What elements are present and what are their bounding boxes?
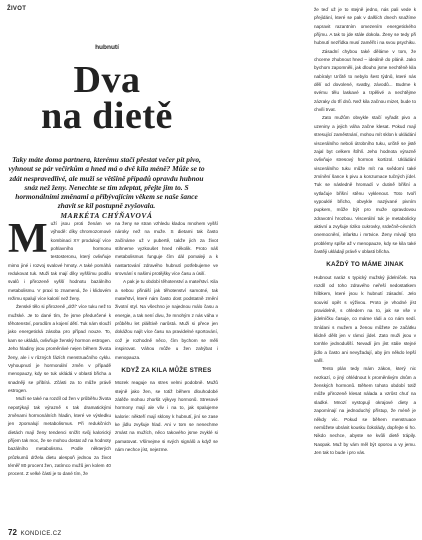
paragraph: na ženy se stran vzhledu kladou mnohem vyšší nároky než na muže. S dietami tak často začínáme už v pubertě, takže jich za život stihneme vyzkoušet hned několik. Proto náš metabolismus funguje čím dál pomaleji a k nastartování zdravého hubnutí potřebujeme ve srovnání s našimi protějšky více času a úsilí.: [115, 221, 218, 277]
article-column-2: [115, 220, 218, 454]
paragraph: Muži se také na rozdíl od žen v průběhu života nepotýkají tak výrazně s tak dramatickými změnami hormonálních hladin, které ve výsledku jen zpomalují metabolismus. Při redukčních dietách mají ženy tendenci snížit svůj kalorický příjem tak moc, že se mohou dostat až na hodnoty bazálního metabolismu. Podle některých průzkumů držela dietu alespoň jednou za život téměř 80 procent žen, zatímco mužů jen kolem 40 procent. Z velké části je to dané tím, že: [8, 396, 111, 477]
paragraph: že teď už je to stejně jedno, nás pali vede k přejídání, které se pak v dalších dnech snažíme napravit razantním omezením energetického příjmu. A tak to jde stále dokola. Ženy se tedy při hubnutí nezřídka musí zaměřit i na svou psychiku.: [314, 7, 416, 46]
paragraph: Mozek reaguje na stres velmi podobně. Mužů stejně jako žen, se totiž během dlouhodobé zátěže mohou zhoršit výkyvy hormonů. Stresové hormony mají ale vliv i na to, jak spalujeme kalorie: někteří mají sklony k hubnutí, jiní se zase ke jídlu zvyšuje hlad. Ani v tom se nenechme zmást na mužích, něco takového jsme zvyklé si pamatovat. Všímejme si svých signálů a když se nám nechce jíst, nejezme.: [115, 380, 218, 452]
headline: [8, 59, 206, 137]
section-label: ŽIVOT: [7, 6, 27, 12]
page-number: 72: [8, 528, 17, 537]
article-column-3: [314, 6, 416, 457]
paragraph: Hubnout naráz s typický mužský jídelníček. Na rozdíl od toho zdravého neřeší nedostatkem hlíbkem, které jsou k hubnutí zásadní. Jelo souvisí opět s výživou. Proto je vhodné jíst pravidelně, s ohledem na to, jak se vše v jídelníčku časuje, co máme rádi a co nám sedí. Snídani s mužem a ženou můžete ze začátku klidně dělit jen v rámci jídel. Zato muži jsou v tomhle jednodušší. Nevadí jim jíst stále stejné jídlo a často ani nevyžadují, aby jim někdo lepší vařil.: [314, 274, 416, 364]
subheading: KAŽDÝ TO MÁME JINAK: [326, 261, 404, 269]
paragraph: A pak je tu období těhotenství a mateřství. Kila a sebou přináší jak těhotenství samotné, tak mateřství, které nám často dost podstatně změní životní styl. Na všechno je najednou málo času a energie, a tak není divu, že mnohým z nás váha v průběhu let pláštivě narůstá. Muži si přece jen dokážou najít více času na pravidelné sportování, což je rozhodně něco, čím bychom se měli inspirovat. Váhou může u žen zahýbat i menopauza.: [115, 279, 218, 360]
subheading: KDYŽ ZA KILA MŮŽE STRES: [121, 366, 212, 374]
article-column-1: [8, 216, 111, 479]
headline-line-1: Dva: [73, 59, 141, 101]
paragraph: Ženské tělo si přirozeně „drží“ více tuku než to mužské. Je to dané tím, že jsme předurčené k těhotenství, porodům a kojení dětí. Tuk nám slouží jako energetická zásoba pro případ nouze. To, kam se ukládá, ovlivňuje ženský hormon estrogen. Jeho hladiny jsou proměnlivé nejen během života ženy, ale i v různých fázích menstruačního cyklu. Vyhoupnutí je hormonální změn v případě menopauzy, kdy se tuk ukládá v oblasti břicha a snadněji se přibírá. Zčásti za to může právě estrogen.: [8, 304, 111, 393]
lead-text: Taky máte doma partnera, kterému stačí přestat večer pít pivo, vyhnout se pár večírkům a hned má o dvě kila méně? Může se to zdát nespravedlivé, ale muži se většině případů opravdu hubnou snáz než ženy. Nenechte se tím zdeptat, přejte jim to. S hormonálními změnami a přibývajícím věkem se naše šance zhavit se kil postupně zvyšovala.: [8, 155, 205, 211]
paragraph: Zato mužům obvykle stačí vyřadit pivo a uzeniny a jejich váha začne klesat. Pokud mají stresující zaměstnání, mohou mít sklon k ukládání viscerálního neboli útrobního tuku, určitě se jistě zajal byt celkem štíhlí. Jeho hodnota výrazně ovlivňuje stresový hormon kortizol. Ukládání viscerálního tuku může mít na svědomí také zmínění šance k pivu a konzumace tučných jídel. Tuk se následně hromadí v dutině břišní a vytlačuje břišní stěnu vyklenout. Toto tvoří vypouklé břicho, obvykle nazývané pivním pupkem, může být pro muže opravdovou zdravotní hrozbou. Viscerální tuk je metabolicky aktivní a zvyšuje riziko cukrovky, srdečně-cévních onemocnění, infarktu i mrtvice. Ženy mívají tyto problémy spíše až v menopauze, kdy se kila také častěji ukládají právě v oblasti břicha.: [314, 115, 416, 254]
page-footer: [8, 528, 62, 537]
paragraph: Zásadní chybou také děláme v tom, že chceme zhubnout hned – ideálně do pláně. Jako bychom zapomněli, jak dlouho jsme nechtěně kila nabíraly! Určitě to nebylo šest týdnů, které nás dělí od dovolené, svatby, závodů... Budme k svému tělu laskavé a trpělivé a nechtějme zázraky do tří dnů. Než kila začnou mizet, bude to chvíli trvat.: [314, 48, 416, 113]
paragraph: Muží jsou proti ženám ve výhodě: díky chromozomové kombinaci XY produkují více pohlavního hormonu testosteronu, který ovlivňuje mimo jiné i rozvoj svalové hmoty. A také pomáhá redukovat tuk. Muži tak mají díky vyššímu podílu svalů i přirozeně vyšší hodnotu bazálního metabolismu. V praxi to znamená, že i klidovém režimu spalují více kalorií než ženy.: [8, 216, 111, 302]
headline-line-2: na dietě: [41, 95, 173, 137]
kicker: hubnutí: [95, 44, 119, 51]
drop-cap: M: [8, 216, 48, 262]
magazine-name: KONDICE.CZ: [20, 531, 62, 537]
byline: MARKÉTA CHÝŇAVOVÁ: [60, 210, 153, 220]
lead-paragraph: [8, 155, 205, 220]
paragraph: Tento plán tedy mám zákon, který nic nezkazí, o jiný ohlédnout k proměnlivým dnům a ženských hormonů. Během tohoto období totiž může přirozeně klesat nálada a vzrůst chuť na sladké. Mnozí vystopují okrajové diety a zapomínají na jednoduchý přístup, že méně je někdy víc. Pokud se během menstruace nemůžete ubránit kousku čokolády, dopřejte si ho. Nikdo nechce, abyste se kvůli dietě trápily. Naopak. Muž by vám měl být oporou a vy jemu. Jen tak to bude i pro vás.: [314, 366, 416, 455]
